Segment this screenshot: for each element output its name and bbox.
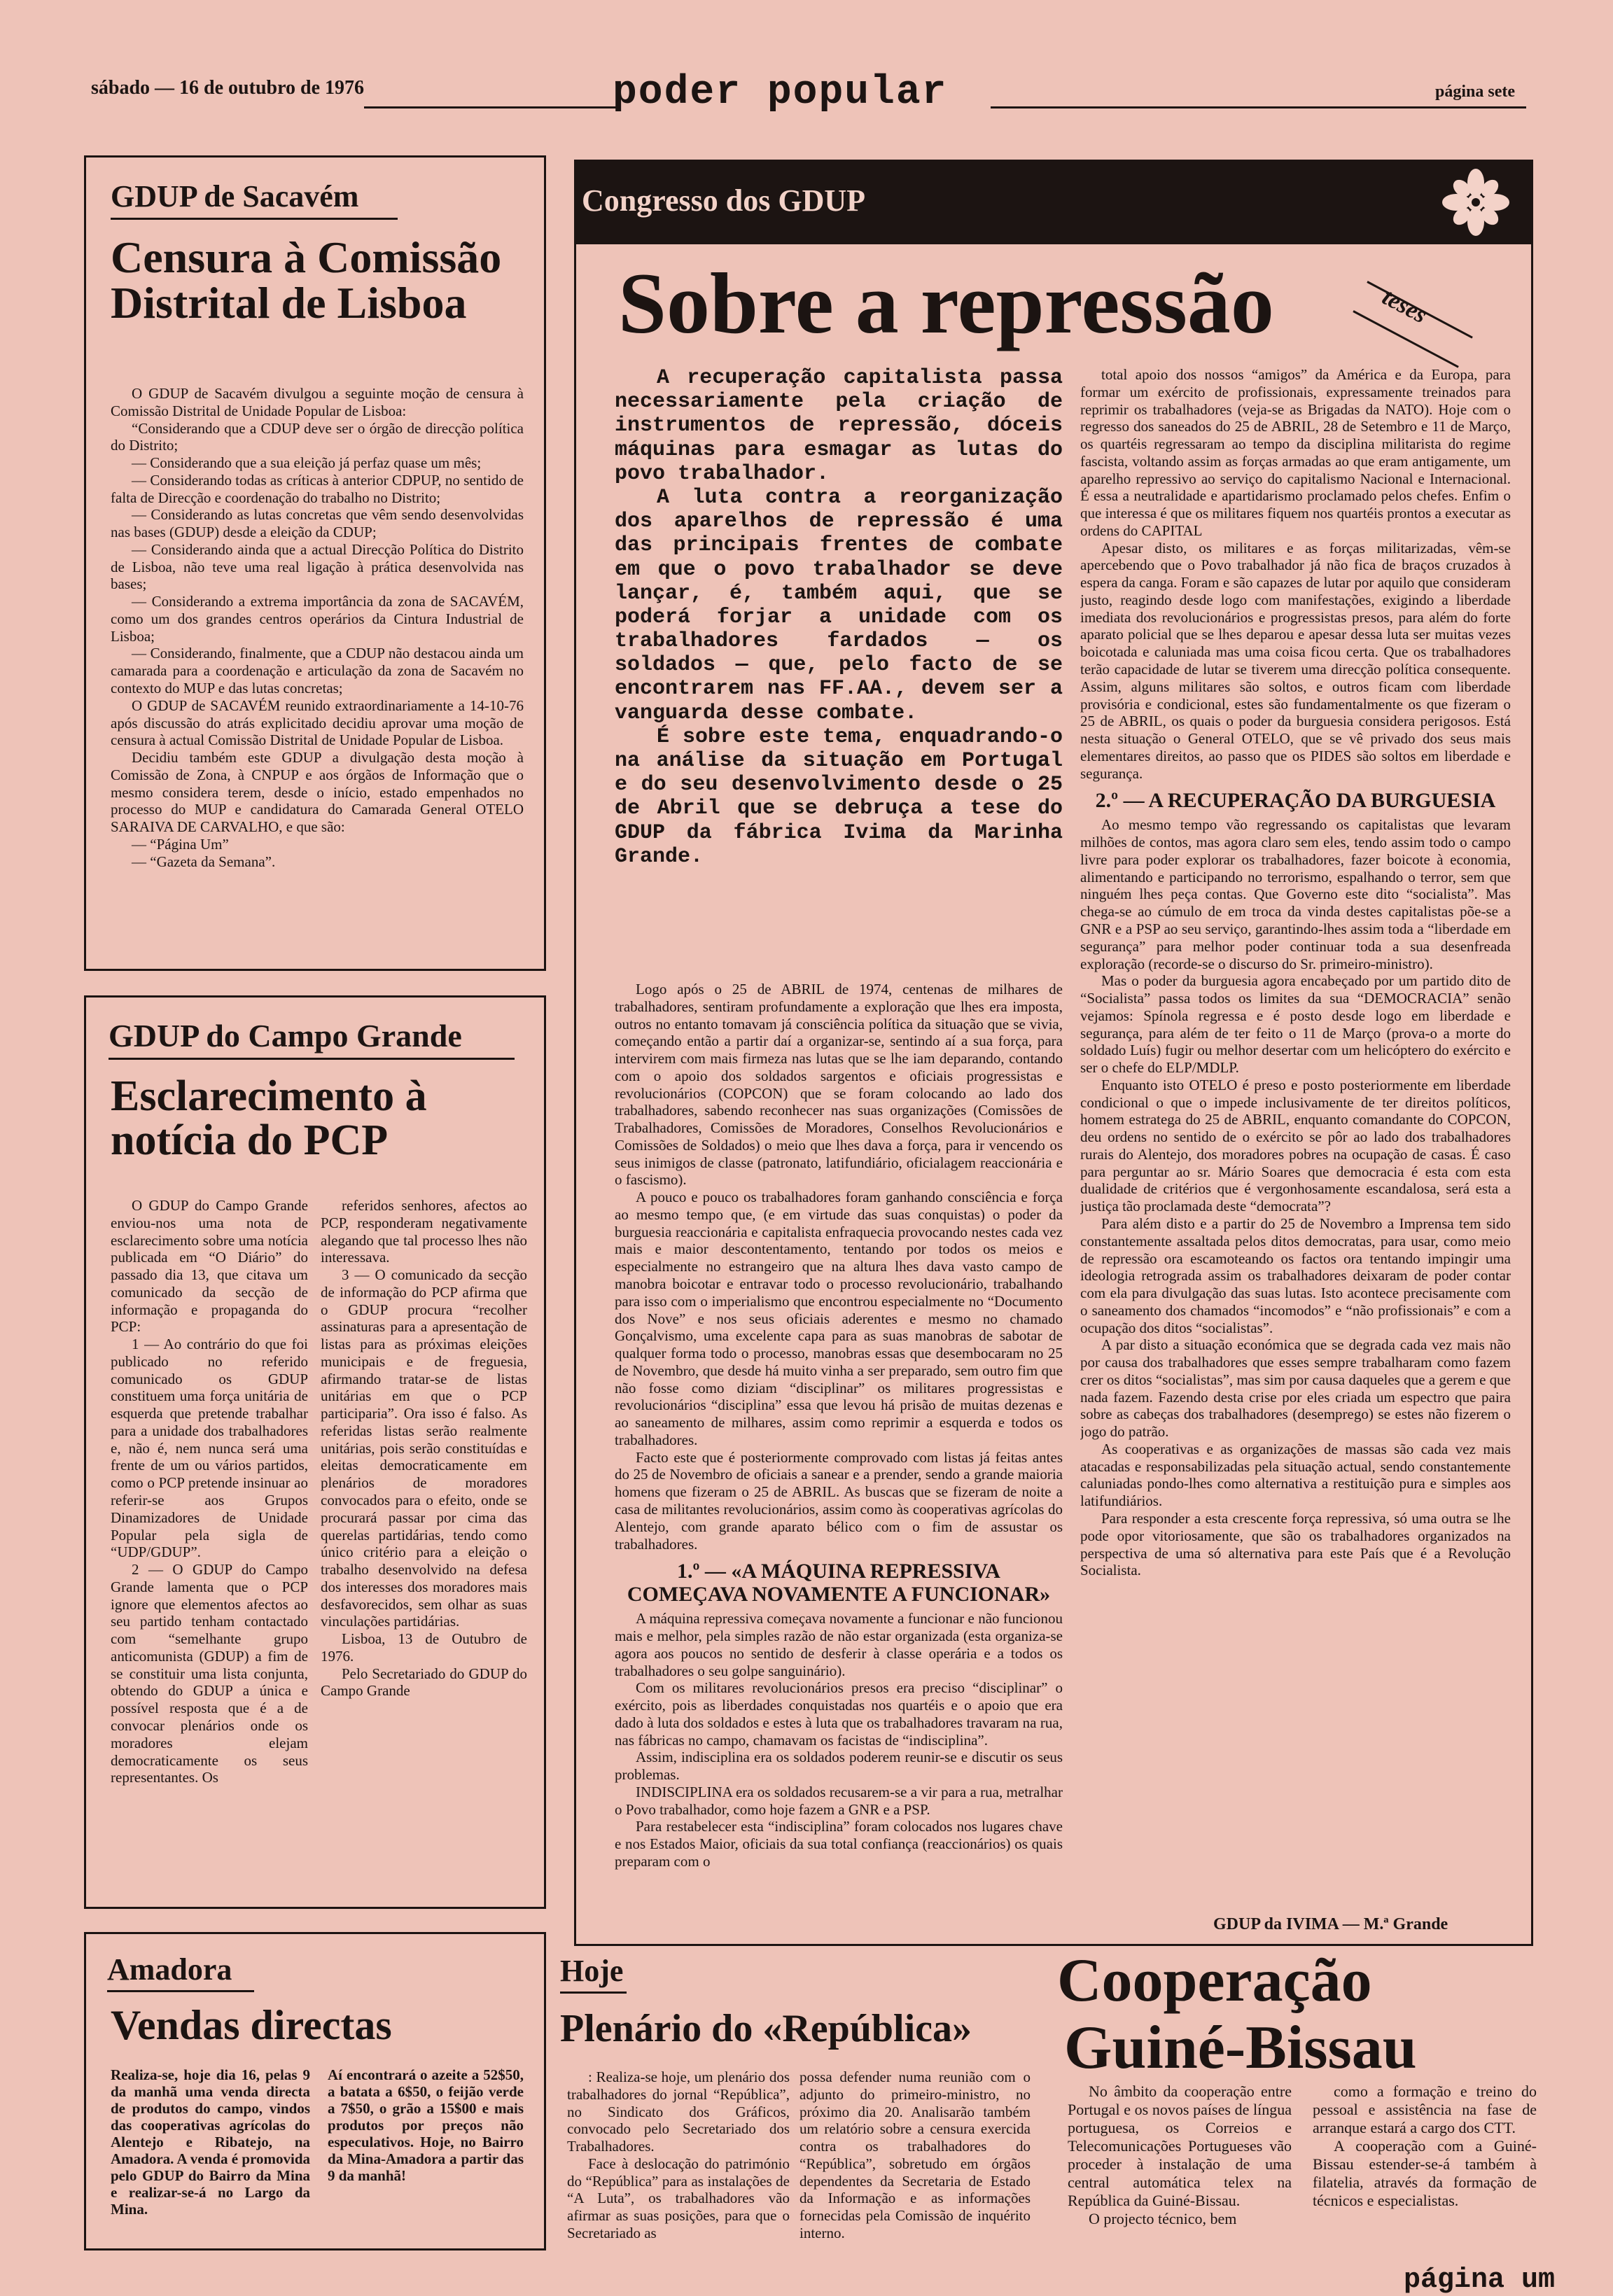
congresso-bar xyxy=(576,162,1531,244)
paragraph: — Considerando todas as críticas à anterior CDPUP, no sentido de falta de Direcção e coordenação do trabalho no Distrito; xyxy=(111,471,524,506)
congresso-headline: Sobre a repressão xyxy=(618,255,1274,351)
lead-paragraph: A recuperação capitalista passa necessariamente pela criação de instrumentos de repressão, dóceis máquinas para esmagar as lutas do povo trabalhador. xyxy=(615,366,1063,486)
hoje-col1 xyxy=(567,2068,790,2264)
paragraph: — Considerando as lutas concretas que vêm sendo desenvolvidas nas bases (GDUP) desde a eleição da CDUP; xyxy=(111,506,524,541)
masthead-rule-left xyxy=(364,106,616,108)
paragraph: Para restabelecer esta “indisciplina” foram colocados nos lugares chave e nos Estados Maior, oficiais da sua total confiança (reaccionários) os quais preparam com o xyxy=(615,1818,1063,1870)
paragraph: Apesar disto, os militares e as forças militarizadas, vêm-se apercebendo que o Povo trabalhador já não fica de braços cruzados à espera da canga. Foram e são capazes de lutar por aquilo que consideram justo, reagindo desde logo com manifestações, exigindo a liberdade imediata dos revolucionários e progressistas presos, para além do forte aparato policial que se lhes deparou e apesar dessa luta ser muitas vezes boicotada e caluniada mas uma coisa ficou certa. Que os trabalhadores terão capacidade de lutar se tiverem uma direcção política consequente. Assim, alguns militares são soltos, e outros ficam com liberdade provisória e condicional, estes são fundamentalmente os que fizeram o 25 de ABRIL, os quais o poder da burguesia considera perigosos. Está nesta situação o General OTELO, que se vê privado dos seus mais elementares direitos, ao passo que os PIDES são soltos em liberdade e segurança. xyxy=(1080,539,1511,782)
campo-grande-col1 xyxy=(111,1197,308,1900)
paragraph: A máquina repressiva começava novamente a funcionar e não funcionou mais e melhor, pela simples razão de não estar organizada (esta organiza-se agora aos poucos no sentido de desferir à classe operária e a todos os trabalhadores o seu golpe sanguinário). xyxy=(615,1610,1063,1679)
paragraph: “Considerando que a CDUP deve ser o órgão de direcção política do Distrito; xyxy=(111,419,524,454)
paragraph: Lisboa, 13 de Outubro de 1976. xyxy=(321,1630,527,1665)
sacavem-body xyxy=(111,385,524,966)
paragraph: 2 — O GDUP do Campo Grande lamenta que o PCP ignore que elementos afectos ao seu partido tenham contactado com “semelhante grupo anticomunista (GDUP) a fim de se constituir uma lista conjunta, obtendo do GDUP a única e possível resposta que é a de convocar plenários onde os moradores elejam democraticamente os seus representantes. Os xyxy=(111,1561,308,1786)
sacavem-kicker: GDUP de Sacavém xyxy=(111,179,359,214)
flower-emblem-icon xyxy=(1437,167,1514,237)
paragraph: — Considerando a extrema importância da zona de SACAVÉM, como um dos grandes centros operários da Cintura Industrial de Lisboa; xyxy=(111,593,524,645)
paragraph: : Realiza-se hoje, um plenário dos trabalhadores do jornal “República”, no Sindicato dos Gráficos, convocado pelo Secretariado dos Trabalhadores. xyxy=(567,2068,790,2155)
paragraph: No âmbito da cooperação entre Portugal e os novos países de língua portuguesa, os Correios e Telecomunicações Portugueses vão proceder à instalação de uma central automática telex na República da Guiné-Bissau. xyxy=(1068,2082,1292,2209)
paragraph: Pelo Secretariado do GDUP do Campo Grande xyxy=(321,1665,527,1700)
congresso-bar-label: Congresso dos GDUP xyxy=(582,183,866,218)
paragraph: — Considerando que a sua eleição já perfaz quase um mês; xyxy=(132,454,482,472)
hoje-kicker: Hoje xyxy=(560,1954,624,1988)
masthead-title: poder popular xyxy=(613,70,948,115)
lead-paragraph: A luta contra a reorganização dos aparelhos de repressão é uma das principais frentes de combate em que o povo trabalhador se deve lançar, é, também aqui, que se poderá forjar a unidade com os trabalhadores fardados — os soldados — que, pelo facto de se encontrarem nas FF.AA., devem ser a vanguarda desse combate. xyxy=(615,485,1063,725)
paragraph: O GDUP do Campo Grande enviou-nos uma nota de esclarecimento sobre uma notícia publicada em “O Diário” do passado dia 13, que citava um comunicado da secção de informação e propaganda do PCP: xyxy=(111,1197,308,1336)
teses-stamp xyxy=(1353,267,1533,365)
amadora-kicker-rule xyxy=(107,1990,254,1992)
section-subhead: 1.º — «A MÁQUINA REPRESSIVA COMEÇAVA NOVAMENTE A FUNCIONAR» xyxy=(627,1560,1051,1606)
congresso-article xyxy=(574,160,1533,1946)
sacavem-article xyxy=(84,155,546,971)
paragraph: 1 — Ao contrário do que foi publicado no referido comunicado os GDUP constituem uma força unitária de esquerda que pretende trabalhar para a unidade dos trabalhadores e, não é, nem nunca será uma frente de um ou vários partidos, como o PCP pretende insinuar ao referir-se aos Grupos Dinamizadores de Unidade Popular pela sigla de “UDP/GDUP”. xyxy=(111,1336,308,1561)
section-subhead: 2.º — A RECUPERAÇÃO DA BURGUESIA xyxy=(1095,789,1496,813)
paragraph: Para responder a esta crescente força repressiva, só uma outra se lhe pode opor vitoriosamente, que são os trabalhadores organizados na perspectiva de uma só alternativa para este País que é a Revolução Socialista. xyxy=(1080,1510,1511,1579)
teses-label: teses xyxy=(1378,284,1432,329)
paragraph: como a formação e treino do pessoal e assistência na fase de arranque estará a cargo dos CTT. xyxy=(1313,2082,1537,2136)
campo-grande-headline: Esclarecimento à notícia do PCP xyxy=(111,1072,427,1165)
paragraph: Mas o poder da burguesia agora encabeçado por um partido dito de “Socialista” passa todos os limites da sua “DEMOCRACIA” senão vejamos: Spínola regressa e é posto desde logo em liberdade e segurança, para além de ter feito o 11 de Março (prova-o a morte do soldado Luís) fugir ou melhor desertar com um helicóptero do exército e ser o chefe do ELP/MDLP. xyxy=(1080,972,1511,1077)
guine-col1 xyxy=(1068,2082,1292,2264)
congresso-lead xyxy=(615,366,1063,968)
campo-grande-kicker: GDUP do Campo Grande xyxy=(109,1018,462,1054)
masthead-rule-right xyxy=(991,106,1526,108)
paragraph: Ao mesmo tempo vão regressando os capitalistas que levaram milhões de contos, mas agora claro sem eles, tendo assim todo o campo livre para poder explorar os trabalhadores, fazer boicote à economia, alimentando e participando no terrorismo, espalhando o terror, sem que ninguém lhes peça contas. Que Governo este dito “socialista”. Mas chega-se ao cúmulo de em troca da vinda destes capitalistas põe-se a GNR e a PSP ao seu serviço, garantindo-lhes assim toda a “liberdade em segurança” para melhor poder continuar toda a sua desenfreada exploração (recorde-se o discurso do Sr. primeiro-ministro). xyxy=(1080,816,1511,972)
paragraph: O projecto técnico, bem xyxy=(1089,2209,1237,2227)
sacavem-headline: Censura à Comissão Distrital de Lisboa xyxy=(111,232,502,328)
congresso-signature: GDUP da IVIMA — M.ª Grande xyxy=(1213,1915,1448,1933)
paragraph: O GDUP de Sacavém divulgou a seguinte moção de censura à Comissão Distrital de Unidade Popular de Lisboa: xyxy=(111,385,524,419)
paragraph: — Considerando ainda que a actual Direcção Política do Distrito de Lisboa, não teve uma real ligação à prática desenvolvida nas bases; xyxy=(111,540,524,593)
paragraph: Para além disto e a partir do 25 de Novembro a Imprensa tem sido constantemente assaltada pelos ditos democratas, para usar, como meio de repressão ora escamoteando os factos ora tentando impingir uma ideologia retrograda assim os trabalhadores deixaram de poder contar com ela para divulgação das suas lutas. Isto acontece precisamente com o saneamento dos chamados “incomodos” e “não profissionais” e com a ocupação dos ditos “socialistas”. xyxy=(1080,1214,1511,1336)
hoje-headline: Plenário do «República» xyxy=(560,2007,972,2050)
paragraph: A cooperação com a Guiné-Bissau estender-se-á também à filatelia, através da formação de técnicos e especialistas. xyxy=(1313,2136,1537,2209)
paragraph: A pouco e pouco os trabalhadores foram ganhando consciência e força ao mesmo tempo que, (e em virtude das suas conquistas) o poder da burguesia reaccionária e capitalista enfraquecia provocando nestes cada vez mais e maior descontentamento, tentando por todos os meios e especialmente no estrangeiro que na altura lhes dava vasto campo de manobra boicotar e entravar todo o processo revolucionário, trabalhando para isso com o imperialismo que encontrou especialmente no “Documento dos Nove” e nos seus oficiais aderentes e mesmo no chamado Gonçalvismo, uma excelente capa para as suas manobras de sabotar de qualquer forma todo o processo, manobras essas que desembocaram no 25 de Novembro, que desde há muito vinha a ser preparado, sem outro fim que não fosse como diziam “disciplinar” os militares progressistas e revolucionários “disciplina” essa que levou há prisão de muitas dezenas e ao saneamento de milhares, assim como reprimir a esquerda e todos os trabalhadores. xyxy=(615,1189,1063,1448)
congresso-left-margin xyxy=(576,244,597,1945)
paragraph: Decidiu também este GDUP a divulgação desta moção à Comissão de Zona, à CNPUP e aos órgãos de Informação que o mesmo considera terem, desde o início, estado empenhados no processo do MUP e candidatura do Camarada General OTELO SARAIVA DE CARVALHO, e que são: xyxy=(111,749,524,836)
guine-headline-line2: Guiné-Bissau xyxy=(1064,2014,1417,2082)
paragraph: — “Gazeta da Semana”. xyxy=(132,853,276,870)
footer-next-page: página um xyxy=(1404,2264,1556,2296)
paragraph: 3 — O comunicado da secção de informação do PCP afirma que o GDUP procura “recolher assinaturas para a apresentação de listas para as próximas eleições municipais e de freguesia, afirmando tratar-se de listas unitárias em que o PCP participaria”. Ora isso é falso. As referidas listas serão realmente unitárias, pois serão constituídas e eleitas democraticamente em plenários de moradores convocados para o efeito, onde se procurará passar por cima das querelas partidárias, tendo como único critério para a eleição o trabalho desenvolvido na defesa dos interesses dos moradores mais desfavorecidos, sem olhar as suas vinculações partidárias. xyxy=(321,1266,527,1630)
guine-headline-line1: Cooperação xyxy=(1057,1947,1372,2015)
masthead-page: página sete xyxy=(1435,83,1515,101)
paragraph: Assim, indisciplina era os soldados poderem reunir-se e discutir os seus problemas. xyxy=(615,1749,1063,1784)
sacavem-kicker-rule xyxy=(111,218,398,220)
amadora-col2: Aí encontrará o azeite a 52$50, a batata a 6$50, o feijão verde a 7$50, o grão a 15$00 e mais produtos por preços não especulativos. Hoje, no Bairro da Mina-Amadora a partir das 9 da manhã! xyxy=(328,2067,524,2184)
masthead-date: sábado — 16 de outubro de 1976 xyxy=(91,77,365,99)
paragraph: As cooperativas e as organizações de massas são cada vez mais atacadas e responsabilizadas pela situação actual, sendo constantemente caluniadas pondo-lhes como alternativa a restituição pura e simples aos latifundiários. xyxy=(1080,1440,1511,1510)
campo-grande-kicker-rule xyxy=(109,1058,515,1060)
guine-col2 xyxy=(1313,2082,1537,2264)
congresso-col2 xyxy=(1080,366,1511,1906)
paragraph: A par disto a situação económica que se degrada cada vez mais não por causa dos trabalhadores que esses sempre trabalharam como fazem crer os ditos “socialistas”, mas sim por causa daqueles que a gerem e que nada fazem. Fazendo desta crise por eles criada um espectro que paira sobre as cabeças dos trabalhadores (desemprego) se estes não fizerem o jogo do patrão. xyxy=(1080,1336,1511,1441)
paragraph: Face à deslocação do património do “República” para as instalações de “A Luta”, os trabalhadores vão afirmar as suas posições, para que o Secretariado as xyxy=(567,2155,790,2241)
amadora-kicker: Amadora xyxy=(107,1952,232,1987)
congresso-col1 xyxy=(615,981,1063,1943)
campo-grande-article xyxy=(84,995,546,1909)
paragraph: total apoio dos nossos “amigos” da América e da Europa, para formar um exército de profissionais, expressamente treinados para reprimir os trabalhadores (veja-se as Brigadas da NATO). Hoje com o regresso dos saneados do 25 de ABRIL, 28 de Setembro e 11 de Março, os quartéis regressaram ao tempo da disciplina militarista do regime fascista, voltando assim as forças armadas ao que eram antigamente, um aparelho repressivo ao serviço do capitalismo Nacional e Internacional. É essa a neutralidade e apartidarismo proclamado pelos chefes. Enfim o que interessa é que os militares fiquem nos quartéis prontos a executar as ordens do CAPITAL xyxy=(1080,366,1511,539)
paragraph: Com os militares revolucionários presos era preciso “disciplinar” o exército, pois as liberdades conquistadas nos quartéis e o apoio que era dado à luta dos soldados e estes à luta que os trabalhadores travaram na rua, nas fábricas no campo, chamavam os facistas de “indisciplina”. xyxy=(615,1679,1063,1749)
paragraph: Enquanto isto OTELO é preso e posto posteriormente em liberdade condicional o que o impede inclusivamente de ter direitos políticos, homem estratega do 25 de ABRIL, enquanto comandante do COPCON, deu ordens no sentido de o exército se pôr ao lado dos trabalhadores rurais do Alentejo, dos moradores pobres na ocupação de casas. É caso para perguntar ao sr. Mário Soares que democracia é esta com esta dualidade de critérios que é vergonhosamente escandalosa, será esta a justiça tão proclamada deste “democrata”? xyxy=(1080,1076,1511,1215)
amadora-headline: Vendas directas xyxy=(111,2002,392,2048)
guine-article xyxy=(1057,1949,1540,2272)
paragraph: — “Página Um” xyxy=(132,835,229,853)
hoje-col2: possa defender numa reunião com o adjunto do primeiro-ministro, no próximo dia 20. Analisarão também um relatório sobre a censura exercida contra os trabalhadores do “República”, sobretudo em órgãos dependentes da Secretaria de Estado da Informação e as informações fornecidas pela Comissão de inquérito interno. xyxy=(799,2068,1031,2241)
paragraph: — Considerando, finalmente, que a CDUP não destacou ainda um camarada para a coordenação e articulação da zona de Sacavém no contexto do MUP e das lutas concretas; xyxy=(111,645,524,697)
paragraph: referidos senhores, afectos ao PCP, responderam negativamente alegando que tal processo lhes não interessava. xyxy=(321,1197,527,1266)
amadora-article xyxy=(84,1932,546,2250)
hoje-article xyxy=(560,1953,1043,2268)
amadora-col1: Realiza-se, hoje dia 16, pelas 9 da manhã uma venda directa de produtos do campo, vindos das cooperativas agrícolas do Alentejo e Ribatejo, na Amadora. A venda é promovida pelo GDUP do Bairro da Mina e realizar-se-á no Largo da Mina. xyxy=(111,2067,310,2218)
paragraph: Facto este que é posteriormente comprovado com listas já feitas antes do 25 de Novembro de oficiais a sanear e a prender, sendo a grande maioria homens que fizeram o 25 de ABRIL. As buscas que se fizeram de noite a casa de militantes revolucionários, assim como às cooperativas agrícolas do Alentejo, com grande aparato bélico com o fim de assustar os trabalhadores. xyxy=(615,1448,1063,1553)
paragraph: O GDUP de SACAVÉM reunido extraordinariamente a 14-10-76 após discussão do atrás explicitado decidiu aprovar uma moção de censura à actual Comissão Distrital de Unidade Popular de Lisboa. xyxy=(111,696,524,749)
paragraph: Logo após o 25 de ABRIL de 1974, centenas de milhares de trabalhadores, sentiram profundamente a exploração que lhes era imposta, outros no entanto tomavam já consciência política da situação que se vivia, começando então a partir daí a organizar-se, sentindo aí a sua força, para intervirem com mais firmeza nas lutas que se lhe iam deparando, contando com o apoio dos soldados sargentos e oficiais progressistas e revolucionários (COPCON) que se foram colocando ao lado dos trabalhadores, sabendo reconhecer nas suas organizações (Comissões de Trabalhadores, Comissões de Moradores, Conselhos Revolucionários e Comissões de Soldados) o meio que lhes dava a força, para ir vencendo os seus inimigos de classe (patronato, latifundiário, oficialagem reaccionária e o fascismo). xyxy=(615,981,1063,1189)
campo-grande-col2 xyxy=(321,1197,527,1900)
hoje-kicker-rule xyxy=(560,1991,627,1994)
lead-paragraph: É sobre este tema, enquadrando-o na análise da situação em Portugal e do seu desenvolvimento desde o 25 de Abril que se debruça a tese do GDUP da fábrica Ivima da Marinha Grande. xyxy=(615,724,1063,869)
paragraph: INDISCIPLINA era os soldados recusarem-se a vir para a rua, metralhar o Povo trabalhador, como hoje fazem a GNR e a PSP. xyxy=(615,1783,1063,1818)
